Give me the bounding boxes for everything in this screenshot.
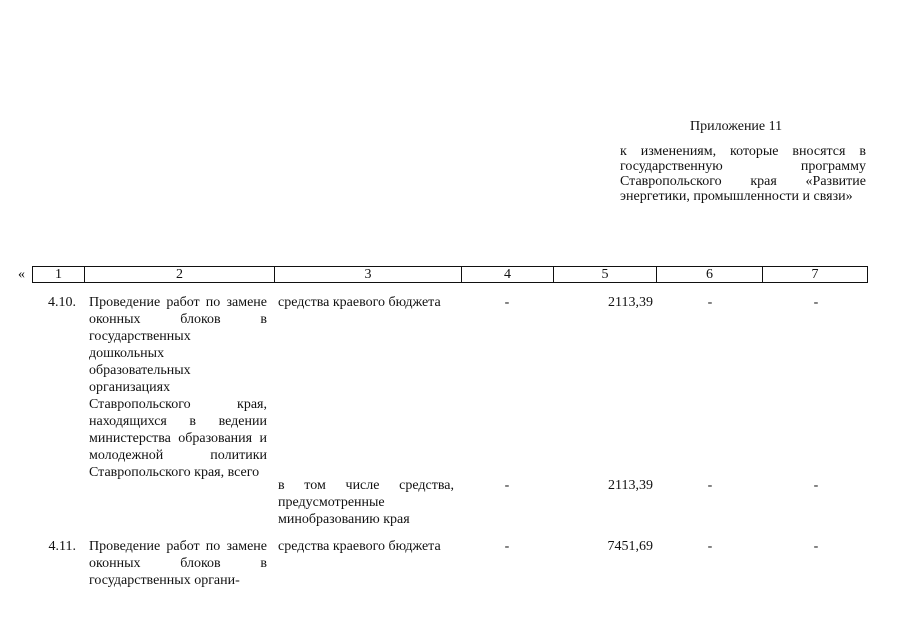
row-number: 4.10. <box>48 295 76 310</box>
row-number: 4.11. <box>48 539 76 554</box>
funding-source: в том числе средства, предусмотренные минобразованию края <box>278 478 454 527</box>
value-col6: - <box>707 478 713 493</box>
column-header-6: 6 <box>657 267 763 282</box>
table-header-row <box>32 266 868 283</box>
value-col4: - <box>504 478 510 493</box>
column-header-1: 1 <box>33 267 85 282</box>
value-col5: 2113,39 <box>608 478 653 493</box>
value-col4: - <box>504 295 510 310</box>
funding-source: средства краевого бюджета <box>278 295 441 310</box>
funding-source: средства краевого бюджета <box>278 539 441 554</box>
measure-name: Проведение работ по замене оконных блоков в государственных дошкольных образовательных организациях Ставропольского края, находящихся в ведении министерства образования и молодежной политики Ставропольского края, всего <box>89 295 267 480</box>
column-header-5: 5 <box>554 267 657 282</box>
column-header-3: 3 <box>275 267 462 282</box>
value-col7: - <box>813 539 819 554</box>
value-col6: - <box>707 539 713 554</box>
column-header-2: 2 <box>85 267 275 282</box>
appendix-note: к изменениям, которые вносятся в государственную программу Ставропольского края «Развитие энергетики, промышленности и связи» <box>620 144 866 204</box>
column-header-7: 7 <box>811 267 819 282</box>
measure-name: Проведение работ по замене оконных блоков в государственных органи- <box>89 539 267 588</box>
column-header-4: 4 <box>462 267 554 282</box>
opening-quote: « <box>18 267 25 282</box>
value-col6: - <box>707 295 713 310</box>
value-col5: 2113,39 <box>608 295 653 310</box>
value-col7: - <box>813 478 819 493</box>
value-col4: - <box>504 539 510 554</box>
value-col7: - <box>813 295 819 310</box>
value-col5: 7451,69 <box>607 539 653 554</box>
appendix-title: Приложение 11 <box>690 119 783 134</box>
